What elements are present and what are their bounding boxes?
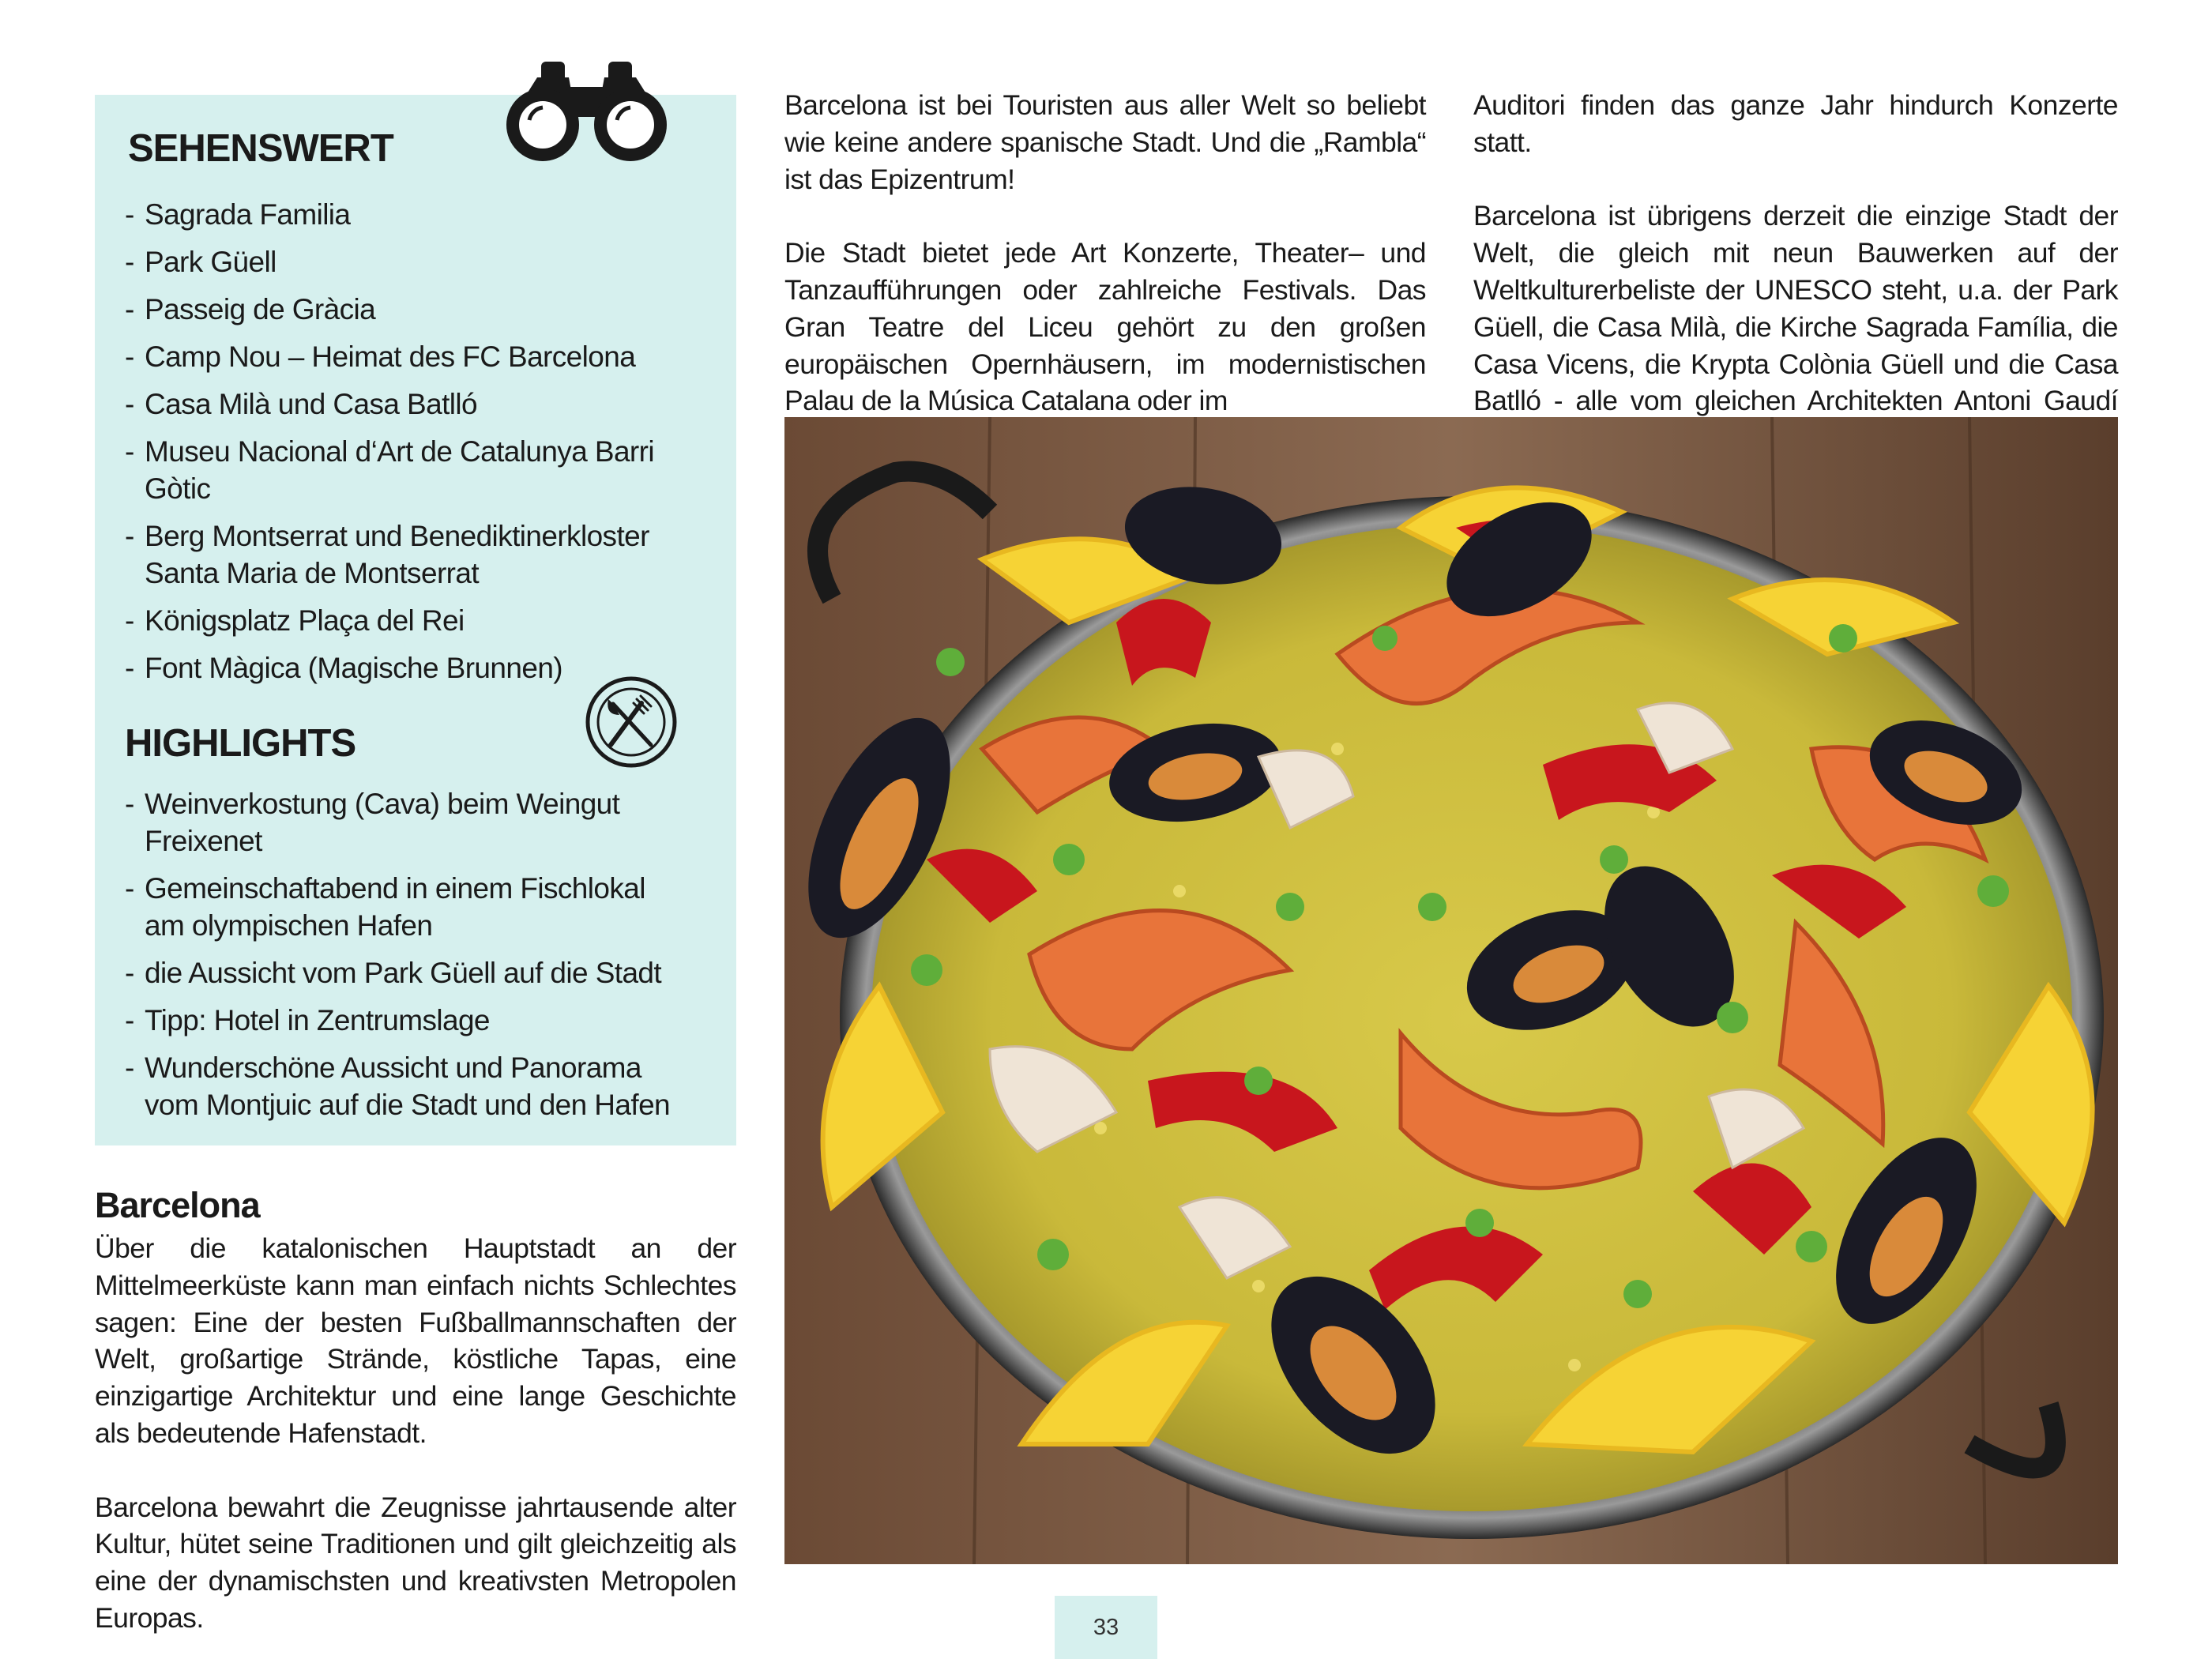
list-dash: - [125,652,134,684]
list-dash: - [125,604,134,637]
page-number: 33 [1055,1596,1157,1659]
list-item-text: Gemeinschaftabend in einem Fischlokal [145,872,645,905]
paragraph: Barcelona ist bei Touristen aus aller Welt so beliebt wie keine andere spanische Stadt. Und die „Rambla“ ist das Epizentrum! [784,89,1426,195]
list-dash: - [125,1051,134,1084]
paragraph: Die Stadt bietet jede Art Konzerte, Theater– und Tanzaufführungen oder zahlreiche Festivals. Das Gran Teatre del Liceu gehört zu den großen europäischen Opernhäusern, im modernistischen Palau de la Música Catalana oder im [784,237,1426,417]
sehenswert-item [125,386,725,423]
list-dash: - [125,246,134,278]
list-item-text: Casa Milà und Casa Batlló [145,388,477,420]
list-item-text: Wunderschöne Aussicht und Panorama [145,1051,641,1084]
list-item-text: Weinverkostung (Cava) beim Weingut Freixenet [145,788,620,857]
sehenswert-item [125,291,725,328]
list-dash: - [125,1004,134,1036]
highlights-item [125,785,733,860]
sehenswert-item [125,196,725,233]
list-dash: - [125,340,134,373]
list-dash: - [125,388,134,420]
list-item-text: vom Montjuic auf die Stadt und den Hafen [145,1089,671,1121]
list-item-text: Font Màgica (Magische Brunnen) [145,652,563,684]
binoculars-icon [494,55,679,162]
sehenswert-list [125,196,725,697]
sehenswert-item [125,433,725,507]
paragraph: Barcelona bewahrt die Zeugnisse jahrtausende alter Kultur, hütet seine Traditionen und gilt gleichzeitig als eine der dynamischsten und kreativsten Metropolen Europas. [95,1491,736,1634]
list-item-text: Sagrada Familia [145,198,351,231]
barcelona-text [95,1230,736,1637]
highlights-item [125,1002,733,1039]
paella-photo [784,417,2118,1564]
sehenswert-item [125,517,725,592]
middle-column-text [784,87,1426,419]
list-item-text: Tipp: Hotel in Zentrumslage [145,1004,490,1036]
sehenswert-heading: SEHENSWERT [128,127,393,170]
list-item-text: Königsplatz Plaça del Rei [145,604,465,637]
highlights-heading: HIGHLIGHTS [125,722,356,765]
sehenswert-item [125,602,725,639]
highlights-item [125,1049,733,1123]
right-column-text [1473,87,2118,457]
list-item-text: Santa Maria de Montserrat [145,557,480,589]
sehenswert-item [125,338,725,375]
list-dash: - [125,788,134,820]
list-dash: - [125,198,134,231]
plate-cutlery-icon [585,675,678,769]
list-item-text: Camp Nou – Heimat des FC Barcelona [145,340,636,373]
list-item-text: die Aussicht vom Park Güell auf die Stadt [145,957,662,989]
highlights-list [125,785,733,1134]
paragraph: Barcelona ist übrigens derzeit die einzige Stadt der Welt, die gleich mit neun Bauwerken auf der Weltkulturerbeliste der UNESCO steht, u.a. der Park Güell, die Casa Milà, die Kirche Sagrada Família, die Casa Vicens, die Krypta Colònia Güell und die Casa Batlló - alle vom gleichen Architekten Antoni Gaudí [1473,200,2118,417]
list-dash: - [125,293,134,325]
list-item-text: Park Güell [145,246,276,278]
list-dash: - [125,435,134,468]
highlights-item [125,870,733,944]
list-item-text: Museu Nacional d‘Art de Catalunya Barri Gòtic [145,435,654,505]
paragraph: Auditori finden das ganze Jahr hindurch Konzerte statt. [1473,89,2118,158]
list-item-text: am olympischen Hafen [145,909,433,942]
paragraph: Über die katalonischen Hauptstadt an der Mittelmeerküste kann man einfach nichts Schlechtes sagen: Eine der besten Fußballmannschaften der Welt, großartige Strände, köstliche Tapas, eine einzigartige Architektur und eine lange Geschichte als bedeutende Hafenstadt. [95,1232,736,1449]
sehenswert-item [125,243,725,280]
list-dash: - [125,520,134,552]
list-dash: - [125,872,134,905]
highlights-item [125,954,733,991]
barcelona-title: Barcelona [95,1185,260,1225]
list-item-text: Passeig de Gràcia [145,293,376,325]
list-item-text: Berg Montserrat und Benediktinerkloster [145,520,649,552]
list-dash: - [125,957,134,989]
